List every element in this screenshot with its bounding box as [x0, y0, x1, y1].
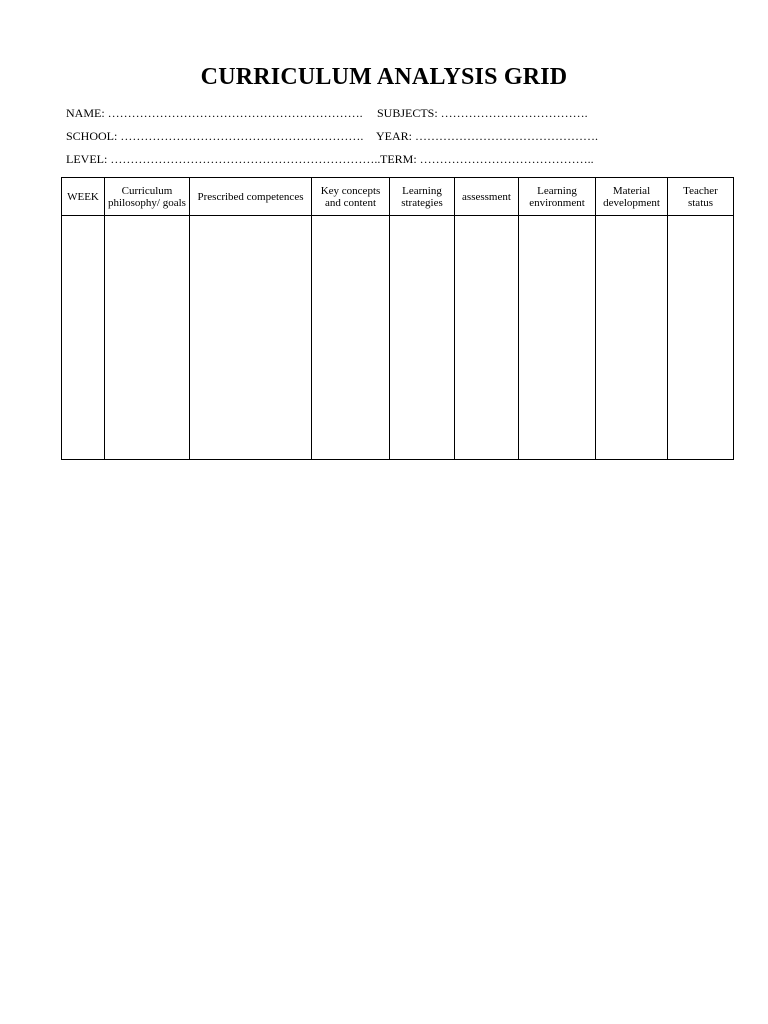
name-field: NAME: ………………………………………………………. — [66, 106, 363, 120]
cell-week[interactable] — [62, 216, 105, 460]
header-prescribed-competences: Prescribed competences — [190, 178, 312, 216]
table-header-row — [62, 178, 734, 216]
cell-assessment[interactable] — [455, 216, 519, 460]
header-week: WEEK — [62, 178, 105, 216]
header-curriculum-philosophy: Curriculum philosophy/ goals — [105, 178, 190, 216]
cell-curriculum-philosophy[interactable] — [105, 216, 190, 460]
curriculum-analysis-table — [61, 177, 734, 460]
cell-learning-strategies[interactable] — [390, 216, 455, 460]
header-learning-environment: Learning environment — [519, 178, 596, 216]
level-field: LEVEL: ………………………………………………………….. — [66, 152, 381, 166]
cell-key-concepts[interactable] — [312, 216, 390, 460]
year-field: YEAR: ………………………………………. — [376, 129, 598, 143]
cell-material-development[interactable] — [596, 216, 668, 460]
header-material-development: Material development — [596, 178, 668, 216]
cell-teacher-status[interactable] — [668, 216, 734, 460]
cell-prescribed-competences[interactable] — [190, 216, 312, 460]
school-field: SCHOOL: ……………………………………………………. — [66, 129, 364, 143]
header-key-concepts: Key concepts and content — [312, 178, 390, 216]
header-assessment: assessment — [455, 178, 519, 216]
subjects-field: SUBJECTS: ………………………………. — [377, 106, 588, 120]
cell-learning-environment[interactable] — [519, 216, 596, 460]
document-title: CURRICULUM ANALYSIS GRID — [200, 64, 568, 90]
table-row — [62, 216, 734, 460]
header-learning-strategies: Learning strategies — [390, 178, 455, 216]
term-field: TERM: …………………………………….. — [380, 152, 594, 166]
header-teacher-status: Teacher status — [668, 178, 734, 216]
